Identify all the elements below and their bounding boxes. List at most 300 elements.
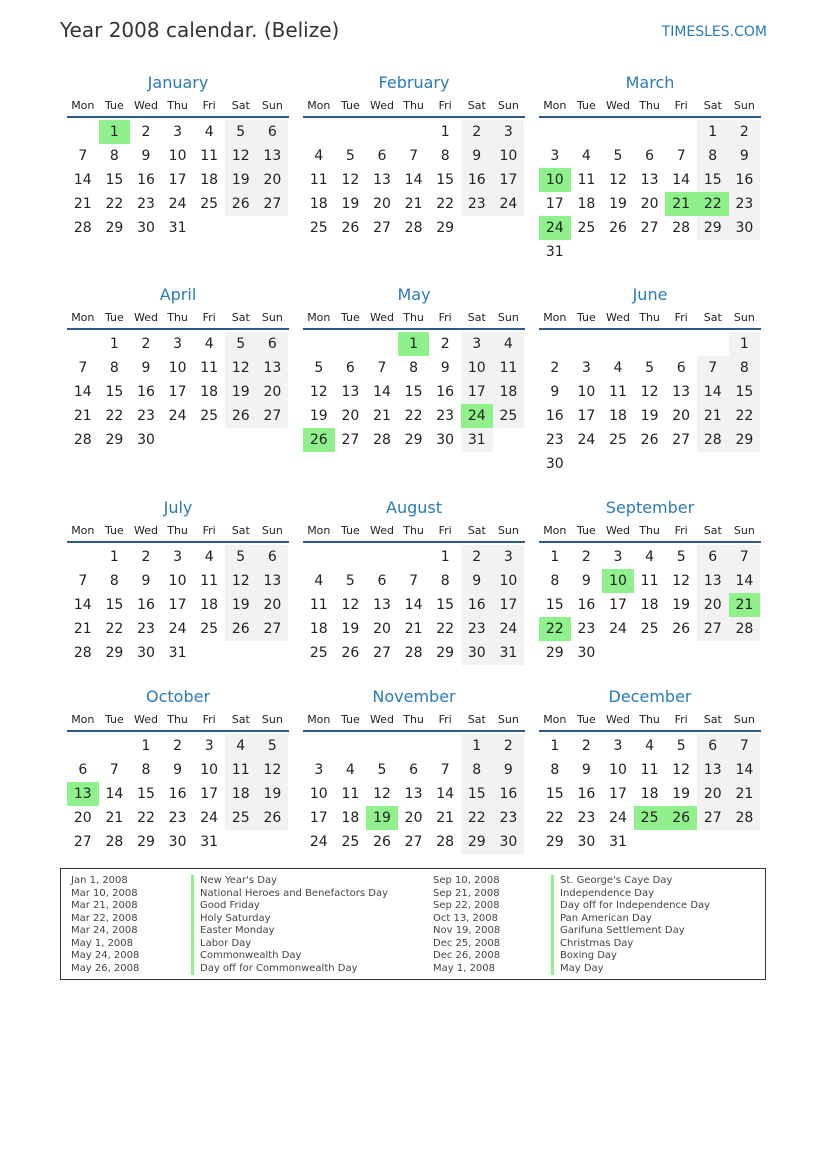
day-cell[interactable]: 12 xyxy=(309,384,328,400)
day-cell[interactable]: 19 xyxy=(225,593,257,617)
day-cell[interactable]: 5 xyxy=(314,360,324,376)
day-cell[interactable]: 9 xyxy=(581,573,591,589)
day-cell[interactable]: 24 xyxy=(168,621,187,637)
day-cell[interactable]: 15 xyxy=(137,786,155,802)
day-cell[interactable]: 29 xyxy=(729,428,761,452)
day-cell[interactable]: 12 xyxy=(225,356,257,380)
day-cell[interactable]: 6 xyxy=(78,762,88,778)
day-cell[interactable]: 6 xyxy=(345,360,355,376)
day-cell[interactable]: 20 xyxy=(257,168,289,192)
day-cell[interactable]: 5 xyxy=(225,545,257,569)
day-cell[interactable]: 29 xyxy=(105,645,124,661)
holiday-day-cell[interactable]: 26 xyxy=(303,428,335,452)
day-cell[interactable]: 21 xyxy=(729,782,761,806)
day-cell[interactable]: 25 xyxy=(200,196,219,212)
day-cell[interactable]: 27 xyxy=(257,192,289,216)
day-cell[interactable]: 12 xyxy=(373,786,391,802)
day-cell[interactable]: 16 xyxy=(137,384,155,400)
day-cell[interactable]: 10 xyxy=(609,762,627,778)
day-cell[interactable]: 6 xyxy=(409,762,419,778)
day-cell[interactable]: 29 xyxy=(545,645,564,661)
day-cell[interactable]: 13 xyxy=(257,144,289,168)
day-cell[interactable]: 24 xyxy=(493,192,525,216)
day-cell[interactable]: 5 xyxy=(645,360,655,376)
day-cell[interactable]: 2 xyxy=(141,336,151,352)
day-cell[interactable]: 26 xyxy=(672,621,691,637)
day-cell[interactable]: 4 xyxy=(204,549,214,565)
day-cell[interactable]: 26 xyxy=(609,220,627,236)
day-cell[interactable]: 14 xyxy=(404,172,423,188)
day-cell[interactable]: 18 xyxy=(640,786,659,802)
day-cell[interactable]: 17 xyxy=(545,196,564,212)
day-cell[interactable]: 22 xyxy=(436,621,455,637)
day-cell[interactable]: 26 xyxy=(640,432,659,448)
day-cell[interactable]: 26 xyxy=(225,404,257,428)
day-cell[interactable]: 18 xyxy=(577,196,596,212)
day-cell[interactable]: 8 xyxy=(409,360,419,376)
day-cell[interactable]: 29 xyxy=(105,220,124,236)
day-cell[interactable]: 3 xyxy=(493,120,525,144)
day-cell[interactable]: 11 xyxy=(309,172,328,188)
day-cell[interactable]: 21 xyxy=(105,810,124,826)
day-cell[interactable]: 6 xyxy=(645,148,655,164)
day-cell[interactable]: 1 xyxy=(461,734,493,758)
day-cell[interactable]: 29 xyxy=(436,220,455,236)
day-cell[interactable]: 16 xyxy=(461,168,493,192)
day-cell[interactable]: 18 xyxy=(200,597,219,613)
day-cell[interactable]: 28 xyxy=(73,645,92,661)
day-cell[interactable]: 18 xyxy=(225,782,257,806)
day-cell[interactable]: 13 xyxy=(640,172,659,188)
day-cell[interactable]: 21 xyxy=(436,810,455,826)
day-cell[interactable]: 29 xyxy=(436,645,455,661)
day-cell[interactable]: 3 xyxy=(173,124,183,140)
day-cell[interactable]: 9 xyxy=(141,360,151,376)
day-cell[interactable]: 30 xyxy=(137,645,155,661)
day-cell[interactable]: 28 xyxy=(73,432,92,448)
day-cell[interactable]: 30 xyxy=(461,641,493,665)
day-cell[interactable]: 17 xyxy=(609,786,627,802)
day-cell[interactable]: 26 xyxy=(341,645,360,661)
day-cell[interactable]: 1 xyxy=(141,738,151,754)
day-cell[interactable]: 23 xyxy=(168,810,187,826)
day-cell[interactable]: 23 xyxy=(493,806,525,830)
day-cell[interactable]: 20 xyxy=(257,593,289,617)
day-cell[interactable]: 4 xyxy=(581,148,591,164)
holiday-day-cell[interactable]: 19 xyxy=(366,806,398,830)
day-cell[interactable]: 5 xyxy=(225,332,257,356)
day-cell[interactable]: 14 xyxy=(73,597,92,613)
day-cell[interactable]: 2 xyxy=(141,549,151,565)
day-cell[interactable]: 27 xyxy=(672,432,691,448)
day-cell[interactable]: 7 xyxy=(78,360,88,376)
day-cell[interactable]: 18 xyxy=(309,196,328,212)
day-cell[interactable]: 2 xyxy=(550,360,560,376)
day-cell[interactable]: 20 xyxy=(73,810,92,826)
day-cell[interactable]: 4 xyxy=(345,762,355,778)
day-cell[interactable]: 9 xyxy=(461,569,493,593)
day-cell[interactable]: 2 xyxy=(581,738,591,754)
day-cell[interactable]: 1 xyxy=(109,336,119,352)
day-cell[interactable]: 11 xyxy=(200,360,219,376)
day-cell[interactable]: 16 xyxy=(137,597,155,613)
day-cell[interactable]: 8 xyxy=(697,144,729,168)
day-cell[interactable]: 30 xyxy=(168,834,187,850)
holiday-day-cell[interactable]: 22 xyxy=(539,617,571,641)
day-cell[interactable]: 11 xyxy=(309,597,328,613)
day-cell[interactable]: 23 xyxy=(137,408,155,424)
day-cell[interactable]: 20 xyxy=(697,782,729,806)
day-cell[interactable]: 4 xyxy=(645,738,655,754)
day-cell[interactable]: 20 xyxy=(672,408,691,424)
day-cell[interactable]: 5 xyxy=(676,738,686,754)
day-cell[interactable]: 15 xyxy=(105,597,124,613)
day-cell[interactable]: 30 xyxy=(137,432,155,448)
day-cell[interactable]: 26 xyxy=(373,834,391,850)
day-cell[interactable]: 15 xyxy=(545,597,564,613)
day-cell[interactable]: 15 xyxy=(105,172,124,188)
day-cell[interactable]: 4 xyxy=(314,148,324,164)
day-cell[interactable]: 16 xyxy=(168,786,187,802)
day-cell[interactable]: 19 xyxy=(672,597,691,613)
day-cell[interactable]: 22 xyxy=(105,621,124,637)
holiday-day-cell[interactable]: 1 xyxy=(99,120,131,144)
day-cell[interactable]: 7 xyxy=(78,573,88,589)
day-cell[interactable]: 28 xyxy=(404,220,423,236)
day-cell[interactable]: 22 xyxy=(436,196,455,212)
day-cell[interactable]: 29 xyxy=(545,834,564,850)
day-cell[interactable]: 5 xyxy=(345,148,355,164)
day-cell[interactable]: 31 xyxy=(493,641,525,665)
day-cell[interactable]: 16 xyxy=(493,782,525,806)
day-cell[interactable]: 28 xyxy=(105,834,124,850)
day-cell[interactable]: 21 xyxy=(404,196,423,212)
day-cell[interactable]: 4 xyxy=(204,336,214,352)
holiday-day-cell[interactable]: 13 xyxy=(67,782,99,806)
day-cell[interactable]: 28 xyxy=(697,428,729,452)
holiday-day-cell[interactable]: 21 xyxy=(665,192,697,216)
day-cell[interactable]: 31 xyxy=(461,428,493,452)
day-cell[interactable]: 17 xyxy=(577,408,596,424)
day-cell[interactable]: 12 xyxy=(640,384,659,400)
day-cell[interactable]: 4 xyxy=(204,124,214,140)
day-cell[interactable]: 20 xyxy=(373,621,391,637)
day-cell[interactable]: 11 xyxy=(640,762,659,778)
day-cell[interactable]: 11 xyxy=(200,148,219,164)
day-cell[interactable]: 2 xyxy=(440,336,450,352)
day-cell[interactable]: 24 xyxy=(609,621,627,637)
holiday-day-cell[interactable]: 26 xyxy=(665,806,697,830)
day-cell[interactable]: 24 xyxy=(577,432,596,448)
day-cell[interactable]: 2 xyxy=(141,124,151,140)
day-cell[interactable]: 7 xyxy=(676,148,686,164)
day-cell[interactable]: 3 xyxy=(613,549,623,565)
day-cell[interactable]: 12 xyxy=(225,569,257,593)
day-cell[interactable]: 13 xyxy=(341,384,360,400)
day-cell[interactable]: 11 xyxy=(200,573,219,589)
day-cell[interactable]: 29 xyxy=(697,216,729,240)
day-cell[interactable]: 28 xyxy=(404,645,423,661)
day-cell[interactable]: 25 xyxy=(309,645,328,661)
day-cell[interactable]: 14 xyxy=(729,758,761,782)
day-cell[interactable]: 16 xyxy=(577,597,596,613)
day-cell[interactable]: 16 xyxy=(577,786,596,802)
day-cell[interactable]: 24 xyxy=(609,810,627,826)
day-cell[interactable]: 23 xyxy=(436,408,455,424)
day-cell[interactable]: 17 xyxy=(168,384,187,400)
day-cell[interactable]: 15 xyxy=(404,384,423,400)
day-cell[interactable]: 9 xyxy=(550,384,560,400)
day-cell[interactable]: 15 xyxy=(461,782,493,806)
day-cell[interactable]: 26 xyxy=(257,806,289,830)
day-cell[interactable]: 12 xyxy=(341,597,360,613)
day-cell[interactable]: 30 xyxy=(577,834,596,850)
day-cell[interactable]: 27 xyxy=(257,617,289,641)
day-cell[interactable]: 15 xyxy=(729,380,761,404)
day-cell[interactable]: 11 xyxy=(341,786,360,802)
day-cell[interactable]: 12 xyxy=(609,172,627,188)
day-cell[interactable]: 27 xyxy=(373,645,391,661)
day-cell[interactable]: 19 xyxy=(341,621,360,637)
day-cell[interactable]: 28 xyxy=(729,806,761,830)
day-cell[interactable]: 8 xyxy=(109,148,119,164)
day-cell[interactable]: 10 xyxy=(577,384,596,400)
day-cell[interactable]: 1 xyxy=(697,120,729,144)
day-cell[interactable]: 28 xyxy=(373,432,391,448)
holiday-day-cell[interactable]: 21 xyxy=(729,593,761,617)
day-cell[interactable]: 17 xyxy=(309,810,328,826)
day-cell[interactable]: 22 xyxy=(729,404,761,428)
day-cell[interactable]: 29 xyxy=(461,830,493,854)
day-cell[interactable]: 2 xyxy=(461,545,493,569)
day-cell[interactable]: 24 xyxy=(168,196,187,212)
day-cell[interactable]: 10 xyxy=(168,573,187,589)
day-cell[interactable]: 2 xyxy=(173,738,183,754)
day-cell[interactable]: 2 xyxy=(461,120,493,144)
holiday-day-cell[interactable]: 24 xyxy=(461,404,493,428)
day-cell[interactable]: 6 xyxy=(676,360,686,376)
day-cell[interactable]: 14 xyxy=(373,384,391,400)
day-cell[interactable]: 2 xyxy=(729,120,761,144)
day-cell[interactable]: 14 xyxy=(404,597,423,613)
day-cell[interactable]: 25 xyxy=(200,408,219,424)
day-cell[interactable]: 8 xyxy=(550,762,560,778)
day-cell[interactable]: 24 xyxy=(168,408,187,424)
day-cell[interactable]: 17 xyxy=(168,597,187,613)
day-cell[interactable]: 7 xyxy=(440,762,450,778)
day-cell[interactable]: 16 xyxy=(436,384,455,400)
day-cell[interactable]: 22 xyxy=(404,408,423,424)
day-cell[interactable]: 3 xyxy=(204,738,214,754)
day-cell[interactable]: 25 xyxy=(640,621,659,637)
day-cell[interactable]: 17 xyxy=(493,593,525,617)
day-cell[interactable]: 11 xyxy=(493,356,525,380)
day-cell[interactable]: 21 xyxy=(373,408,391,424)
day-cell[interactable]: 3 xyxy=(173,336,183,352)
day-cell[interactable]: 6 xyxy=(697,734,729,758)
day-cell[interactable]: 11 xyxy=(640,573,659,589)
day-cell[interactable]: 17 xyxy=(200,786,219,802)
day-cell[interactable]: 28 xyxy=(672,220,691,236)
day-cell[interactable]: 31 xyxy=(168,645,187,661)
day-cell[interactable]: 9 xyxy=(581,762,591,778)
day-cell[interactable]: 13 xyxy=(697,758,729,782)
holiday-day-cell[interactable]: 10 xyxy=(539,168,571,192)
day-cell[interactable]: 12 xyxy=(225,144,257,168)
day-cell[interactable]: 20 xyxy=(373,196,391,212)
day-cell[interactable]: 22 xyxy=(105,196,124,212)
day-cell[interactable]: 3 xyxy=(314,762,324,778)
day-cell[interactable]: 2 xyxy=(493,734,525,758)
day-cell[interactable]: 18 xyxy=(309,621,328,637)
day-cell[interactable]: 9 xyxy=(440,360,450,376)
day-cell[interactable]: 30 xyxy=(729,216,761,240)
day-cell[interactable]: 20 xyxy=(697,593,729,617)
day-cell[interactable]: 6 xyxy=(377,148,387,164)
day-cell[interactable]: 27 xyxy=(373,220,391,236)
day-cell[interactable]: 9 xyxy=(729,144,761,168)
day-cell[interactable]: 31 xyxy=(609,834,627,850)
day-cell[interactable]: 13 xyxy=(257,356,289,380)
day-cell[interactable]: 6 xyxy=(257,545,289,569)
day-cell[interactable]: 19 xyxy=(309,408,328,424)
day-cell[interactable]: 3 xyxy=(581,360,591,376)
day-cell[interactable]: 18 xyxy=(200,172,219,188)
day-cell[interactable]: 20 xyxy=(257,380,289,404)
day-cell[interactable]: 14 xyxy=(672,172,691,188)
day-cell[interactable]: 30 xyxy=(577,645,596,661)
day-cell[interactable]: 30 xyxy=(545,456,564,472)
day-cell[interactable]: 23 xyxy=(461,617,493,641)
day-cell[interactable]: 9 xyxy=(493,758,525,782)
day-cell[interactable]: 24 xyxy=(493,617,525,641)
day-cell[interactable]: 31 xyxy=(168,220,187,236)
day-cell[interactable]: 16 xyxy=(545,408,564,424)
day-cell[interactable]: 19 xyxy=(609,196,627,212)
day-cell[interactable]: 12 xyxy=(672,573,691,589)
day-cell[interactable]: 10 xyxy=(461,356,493,380)
day-cell[interactable]: 2 xyxy=(581,549,591,565)
day-cell[interactable]: 8 xyxy=(440,573,450,589)
holiday-day-cell[interactable]: 22 xyxy=(697,192,729,216)
day-cell[interactable]: 18 xyxy=(200,384,219,400)
day-cell[interactable]: 13 xyxy=(697,569,729,593)
day-cell[interactable]: 31 xyxy=(200,834,219,850)
day-cell[interactable]: 26 xyxy=(341,220,360,236)
day-cell[interactable]: 27 xyxy=(404,834,423,850)
day-cell[interactable]: 28 xyxy=(436,834,455,850)
day-cell[interactable]: 27 xyxy=(697,617,729,641)
day-cell[interactable]: 23 xyxy=(545,432,564,448)
day-cell[interactable]: 30 xyxy=(436,432,455,448)
day-cell[interactable]: 5 xyxy=(225,120,257,144)
day-cell[interactable]: 27 xyxy=(640,220,659,236)
day-cell[interactable]: 25 xyxy=(577,220,596,236)
day-cell[interactable]: 5 xyxy=(676,549,686,565)
day-cell[interactable]: 1 xyxy=(729,332,761,356)
day-cell[interactable]: 24 xyxy=(200,810,219,826)
day-cell[interactable]: 13 xyxy=(404,786,423,802)
holiday-day-cell[interactable]: 24 xyxy=(539,216,571,240)
day-cell[interactable]: 8 xyxy=(461,758,493,782)
day-cell[interactable]: 19 xyxy=(672,786,691,802)
day-cell[interactable]: 27 xyxy=(257,404,289,428)
day-cell[interactable]: 29 xyxy=(404,432,423,448)
day-cell[interactable]: 11 xyxy=(577,172,596,188)
day-cell[interactable]: 8 xyxy=(109,360,119,376)
day-cell[interactable]: 7 xyxy=(409,148,419,164)
day-cell[interactable]: 3 xyxy=(493,545,525,569)
day-cell[interactable]: 8 xyxy=(141,762,151,778)
day-cell[interactable]: 15 xyxy=(436,597,455,613)
day-cell[interactable]: 27 xyxy=(697,806,729,830)
day-cell[interactable]: 1 xyxy=(109,549,119,565)
day-cell[interactable]: 4 xyxy=(225,734,257,758)
day-cell[interactable]: 10 xyxy=(493,144,525,168)
day-cell[interactable]: 17 xyxy=(609,597,627,613)
day-cell[interactable]: 16 xyxy=(461,593,493,617)
day-cell[interactable]: 21 xyxy=(73,408,92,424)
day-cell[interactable]: 29 xyxy=(105,432,124,448)
day-cell[interactable]: 7 xyxy=(729,734,761,758)
day-cell[interactable]: 18 xyxy=(493,380,525,404)
day-cell[interactable]: 26 xyxy=(225,617,257,641)
day-cell[interactable]: 4 xyxy=(314,573,324,589)
day-cell[interactable]: 14 xyxy=(105,786,124,802)
day-cell[interactable]: 19 xyxy=(257,782,289,806)
day-cell[interactable]: 21 xyxy=(73,621,92,637)
day-cell[interactable]: 6 xyxy=(257,120,289,144)
day-cell[interactable]: 22 xyxy=(545,810,564,826)
day-cell[interactable]: 21 xyxy=(73,196,92,212)
day-cell[interactable]: 27 xyxy=(73,834,92,850)
day-cell[interactable]: 31 xyxy=(545,244,564,260)
day-cell[interactable]: 5 xyxy=(257,734,289,758)
day-cell[interactable]: 6 xyxy=(697,545,729,569)
day-cell[interactable]: 4 xyxy=(613,360,623,376)
day-cell[interactable]: 6 xyxy=(257,332,289,356)
day-cell[interactable]: 13 xyxy=(257,569,289,593)
day-cell[interactable]: 28 xyxy=(729,617,761,641)
day-cell[interactable]: 23 xyxy=(461,192,493,216)
day-cell[interactable]: 9 xyxy=(461,144,493,168)
day-cell[interactable]: 27 xyxy=(341,432,360,448)
day-cell[interactable]: 30 xyxy=(493,830,525,854)
day-cell[interactable]: 1 xyxy=(550,738,560,754)
day-cell[interactable]: 25 xyxy=(609,432,627,448)
day-cell[interactable]: 23 xyxy=(577,621,596,637)
day-cell[interactable]: 17 xyxy=(461,380,493,404)
day-cell[interactable]: 18 xyxy=(341,810,360,826)
day-cell[interactable]: 28 xyxy=(73,220,92,236)
day-cell[interactable]: 25 xyxy=(200,621,219,637)
day-cell[interactable]: 25 xyxy=(225,806,257,830)
day-cell[interactable]: 19 xyxy=(640,408,659,424)
day-cell[interactable]: 20 xyxy=(341,408,360,424)
day-cell[interactable]: 3 xyxy=(461,332,493,356)
day-cell[interactable]: 11 xyxy=(225,758,257,782)
day-cell[interactable]: 5 xyxy=(345,573,355,589)
day-cell[interactable]: 10 xyxy=(200,762,219,778)
holiday-day-cell[interactable]: 25 xyxy=(634,806,666,830)
day-cell[interactable]: 10 xyxy=(493,569,525,593)
day-cell[interactable]: 25 xyxy=(493,404,525,428)
day-cell[interactable]: 8 xyxy=(729,356,761,380)
day-cell[interactable]: 19 xyxy=(341,196,360,212)
day-cell[interactable]: 8 xyxy=(550,573,560,589)
day-cell[interactable]: 22 xyxy=(461,806,493,830)
day-cell[interactable]: 24 xyxy=(309,834,328,850)
